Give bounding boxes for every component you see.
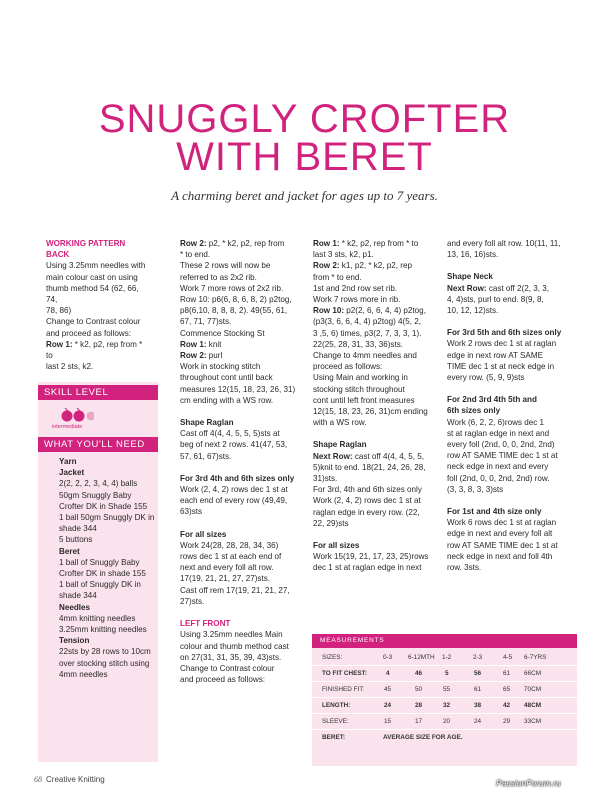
text-line: main colour cast on using (46, 272, 138, 282)
text-line: Cast off rem 17(19, 21, 21, 27, (180, 585, 290, 595)
yarn-balls-icon (60, 406, 94, 422)
cell: 2-3 (473, 654, 483, 661)
text-line: 67, 71, 77)sts. (180, 317, 232, 327)
text-line: row AT SAME TIME dec 1 st at (447, 451, 558, 461)
text-line: 1st and 2nd row set rib. (313, 283, 398, 293)
shape-neck-heading: Shape Neck (447, 272, 493, 282)
text-line: Work in stocking stitch (180, 362, 261, 372)
text-line: every row. (5, 9, 9)sts (447, 373, 525, 383)
title-line-1: SNUGGLY CROFTER (98, 97, 511, 141)
text-line: 1 ball of Snuggly Baby (59, 557, 140, 567)
measurements-row-sizes (320, 651, 575, 664)
divider (312, 713, 577, 714)
row-label: BERET: (322, 734, 346, 741)
text-line: 3.25mm knitting needles (59, 625, 147, 635)
cell: 50 (415, 686, 423, 693)
row-text: knit (206, 339, 222, 349)
text-line: Crofter DK in shade 155 (59, 569, 146, 579)
skill-level-label: intermediate (52, 424, 83, 430)
text-line: 31)sts. (313, 474, 338, 484)
all-sizes-heading: For all sizes (313, 541, 360, 551)
text-line: 27)sts. (180, 596, 205, 606)
jacket-label: Jacket (59, 468, 85, 478)
yarn-label: Yarn (59, 457, 77, 466)
row-text: purl (206, 351, 223, 361)
cell: 17 (415, 718, 423, 725)
cell: 1-2 (442, 654, 452, 661)
text-line: Cast off 4(4, 4, 5, 5, 5)sts at (180, 429, 280, 439)
text-line: Work (6, 2, 2, 6)rows dec 1 (447, 417, 545, 427)
cell: 70CM (524, 686, 542, 693)
row-label: TO FIT CHEST: (322, 670, 367, 677)
cell: 45 (384, 686, 392, 693)
text-line: last 3 sts, k2, p1. (313, 250, 374, 260)
text-line: Crofter DK in Shade 155 (59, 501, 148, 511)
text-line: and proceed as follows: (180, 675, 266, 685)
row-label: Row 2: (180, 239, 207, 248)
text-line: 78, 86) (46, 306, 72, 316)
row-10-instruction (313, 305, 437, 316)
measurements-row-length (320, 699, 575, 712)
what-you-need-heading: WHAT YOU'LL NEED (38, 437, 158, 452)
text-line: * to end. (180, 250, 211, 260)
text-line: TIME dec 1 st at neck edge in (447, 361, 555, 371)
text-line: from * to end. (313, 272, 362, 282)
text-line: 57, 61, 67)sts. (180, 451, 232, 461)
text-line: and every foll alt row. 10(11, 11, (447, 239, 561, 248)
text-line: 22, 29)sts (313, 518, 349, 528)
text-line: edge in next and every foll alt (447, 529, 553, 539)
row-text: k1, p2, * k2, p2, rep (339, 261, 412, 271)
subtitle: A charming beret and jacket for ages up to 7 years. (171, 188, 438, 203)
cell: 29 (503, 718, 511, 725)
tension-label: Tension (59, 636, 90, 646)
cell: 55 (443, 686, 451, 693)
text-line: Work 2 rows dec 1 st at raglan (447, 339, 557, 349)
text-line: row AT SAME TIME dec 1 st at (447, 540, 558, 550)
text-line: (p3(3, 6, 6, 4, 4) p2tog) 4(5, 2, (313, 317, 421, 327)
text-line: rows dec 1 st at each end of (180, 552, 282, 562)
cell: 65 (503, 686, 511, 693)
text-line: Work (2, 4, 2) rows dec 1 st at (180, 485, 288, 495)
row-1-knit (180, 339, 304, 350)
text-line: 63)sts (180, 507, 203, 517)
skill-level-heading: SKILL LEVEL (38, 385, 158, 400)
row-label: LENGTH: (322, 702, 351, 709)
column-3 (313, 238, 437, 574)
cell: 6-7YRS (524, 654, 547, 661)
cell: 20 (443, 718, 451, 725)
column-4 (447, 238, 575, 573)
text-line: shade 344 (59, 591, 97, 601)
text-line: Work 7 more rows of 2x2 rib. (180, 283, 284, 293)
cell: AVERAGE SIZE FOR AGE. (383, 734, 463, 741)
text-line: 4, 4)sts, purl to end. 8(9, 8, (447, 294, 544, 304)
cell: 5 (445, 670, 449, 677)
text-line: neck edge in next and every (447, 462, 549, 472)
text-line: every foll (2nd, 0, 0, 2nd, 2nd) (447, 440, 555, 450)
cell: 0-3 (383, 654, 393, 661)
needles-label: Needles (59, 602, 91, 612)
cell: 48CM (524, 702, 542, 709)
materials-list (59, 456, 159, 680)
text-line: raglan edge in every row. (22, (313, 507, 420, 517)
row-label: Row 1: (180, 339, 207, 349)
heading-working-pattern: WORKING PATTERN (46, 239, 126, 248)
text-line: shade 344 (59, 524, 97, 534)
text-line: cm ending with a WS row. (180, 395, 274, 405)
text-line: referred to as 2x2 rib. (180, 272, 257, 282)
row-text: cast off 4(4, 4, 5, 5, (352, 451, 424, 461)
watermark: PassionForum.ru (496, 778, 561, 788)
divider (312, 729, 577, 730)
text-line: Work 24(28, 28, 28, 34, 36) (180, 540, 279, 550)
text-line: row. 3sts. (447, 563, 482, 573)
text-line: Work 15(19, 21, 17, 23, 25)rows (313, 552, 429, 562)
title-line-2: WITH BERET (176, 135, 433, 179)
text-line: 3 ,5, 6) times, p3(2, 7, 3, 3, 1). (313, 328, 422, 338)
text-line: measures 12(15, 18, 23, 26, 31) (180, 384, 296, 394)
cell: 24 (474, 718, 482, 725)
cell: 61 (503, 670, 511, 677)
text-line: 4mm needles (59, 669, 108, 679)
divider (312, 681, 577, 682)
text-line: throughout cont until back (180, 373, 273, 383)
row-label: Next Row: (313, 451, 353, 461)
row-text: * k2, p2, rep from * to (339, 239, 419, 248)
text-line: For 3rd, 4th and 6th sizes only (313, 485, 422, 495)
cell: 6-12MTH (408, 654, 435, 661)
text-line: colour and thumb method cast (180, 641, 289, 651)
row-2-purl (180, 350, 304, 361)
text-line: Work (2, 4, 2) rows dec 1 st at (313, 496, 421, 506)
text-line: proceed as follows: (313, 362, 383, 372)
column-2 (180, 238, 304, 685)
text-line: on 27(31, 31, 35, 39, 43)sts. (180, 652, 282, 662)
text-line: Using 3.25mm needles Main (180, 630, 283, 640)
page-footer (34, 775, 105, 784)
shape-raglan-heading: Shape Raglan (180, 418, 234, 428)
row-text: p2(2, 6, 6, 4, 4) p2tog, (344, 306, 426, 316)
left-front-heading: LEFT FRONT (180, 619, 231, 629)
cell: 4 (386, 670, 390, 677)
cell: 32 (443, 702, 451, 709)
text-line: last 2 sts, k2. (46, 362, 94, 372)
text-line: 10, 12, 12)sts. (447, 306, 499, 316)
text-line: 50gm Snuggly Baby (59, 490, 132, 500)
row-label: Row 1: (313, 239, 340, 248)
text-line: Using 3.25mm needles with (46, 261, 146, 271)
sizes-heading: For 3rd 5th and 6th sizes only (447, 328, 562, 338)
row-label: FINISHED FIT: (322, 686, 365, 693)
text-line: edge in next row AT SAME (447, 350, 543, 360)
text-line: cont until left front measures (313, 395, 415, 405)
cell: 61 (474, 686, 482, 693)
measurements-row-beret (320, 731, 575, 744)
text-line: Row 10: p6(6, 8, 6, 8, 2) p2tog, (180, 295, 292, 305)
text-line: Work 6 rows dec 1 st at raglan (447, 518, 557, 528)
text-line: and proceed as follows: (46, 328, 132, 338)
row-label: SIZES: (322, 654, 343, 661)
sizes-heading: For 3rd 4th and 6th sizes only (180, 473, 295, 483)
text-line: 12(15, 18, 23, 26, 31)cm ending (313, 407, 428, 417)
text-line: Work 7 rows more in rib. (313, 295, 401, 305)
text-line: 2(2, 2, 2, 3, 4, 4) balls (59, 479, 138, 489)
text-line: thumb method 54 (62, 66, 74, (46, 283, 139, 305)
text-line: Change to Contrast colour (46, 317, 141, 327)
row-label: Row 2: (313, 261, 340, 271)
text-line: foll (2nd, 0, 0, 2nd, 2nd) row. (447, 473, 550, 483)
text-line: each end of every row (49,49, (180, 496, 288, 506)
cell: 66CM (524, 670, 542, 677)
cell: 46 (415, 670, 423, 677)
text-line: 5)knit to end. 18(21, 24, 26, 28, (313, 462, 426, 472)
row-1-instruction (313, 238, 437, 249)
cell: 24 (384, 702, 392, 709)
text-line: beg of next 2 rows. 41(47, 53, (180, 440, 288, 450)
text-line: p8(6,10, 8, 8, 8, 2). 49(55, 61, (180, 306, 288, 316)
measurements-row-chest (320, 667, 575, 680)
cell: 56 (474, 670, 482, 677)
row-text: cast off 2(2, 3, 3, (486, 283, 549, 293)
text-line: Using Main and working in (313, 373, 408, 383)
text-line: Change to 4mm needles and (313, 351, 417, 361)
text-line: 22(25, 28, 31, 33, 36)sts. (313, 339, 403, 349)
text-line: 1 ball 50gm Snuggly DK in (59, 513, 155, 523)
cell: 15 (384, 718, 392, 725)
text-line: 17(19, 21, 21, 27, 27)sts. (180, 574, 270, 584)
text-line: 5 buttons (59, 535, 93, 545)
next-row-instruction (447, 283, 575, 294)
text-line: 13, 16, 16)sts. (447, 250, 499, 260)
text-line: 4mm knitting needles (59, 613, 136, 623)
row-label: Row 2: (180, 351, 207, 361)
cell: 38 (474, 702, 482, 709)
row-2-instruction (313, 260, 437, 271)
row-2-instruction (180, 238, 304, 249)
row-label: Row 1: (46, 339, 73, 349)
text-line: neck edge in next and foll 4th (447, 551, 553, 561)
text-line: Commence Stocking St (180, 328, 265, 338)
text-line: These 2 rows will now be (180, 261, 271, 271)
text-line: (3, 3, 8, 3, 3)sts (447, 484, 504, 494)
beret-label: Beret (59, 546, 80, 556)
text-line: next and every foll alt row. (180, 563, 274, 573)
text-line: st at raglan edge in next and (447, 428, 550, 438)
sizes-heading: For 2nd 3rd 4th 5th and (447, 395, 537, 405)
cell: 33CM (524, 718, 542, 725)
measurements-row-finished-fit (320, 683, 575, 696)
measurements-heading: MEASUREMENTS (312, 634, 577, 648)
cell: 28 (415, 702, 423, 709)
all-sizes-heading: For all sizes (180, 529, 227, 539)
cell: 42 (503, 702, 511, 709)
sizes-heading: 6th sizes only (447, 406, 501, 416)
text-line: dec 1 st at raglan edge in next (313, 563, 422, 573)
text-line: 22sts by 28 rows to 10cm (59, 647, 151, 657)
column-1 (46, 238, 146, 372)
row-text: p2, * k2, p2, rep from (206, 239, 285, 248)
divider (312, 697, 577, 698)
measurements-row-sleeve (320, 715, 575, 728)
cell: 4-5 (503, 654, 513, 661)
text-line: over stocking stitch using (59, 658, 150, 668)
text-line: with a WS row. (313, 418, 367, 428)
row-1-instruction (46, 339, 146, 361)
text-line: 1 ball of Snuggly DK in (59, 580, 141, 590)
page-number: 68 (34, 775, 42, 784)
text-line: stocking stitch throughout (313, 384, 405, 394)
heading-back: BACK (46, 250, 70, 260)
row-label: SLEEVE: (322, 718, 349, 725)
shape-raglan-heading: Shape Raglan (313, 440, 367, 450)
sizes-heading: For 1st and 4th size only (447, 507, 542, 517)
divider (312, 665, 577, 666)
magazine-name: Creative Knitting (46, 775, 105, 784)
next-row-instruction (313, 451, 437, 462)
text-line: Change to Contrast colour (180, 663, 275, 673)
row-label: Next Row: (447, 283, 487, 293)
row-label: Row 10: (313, 306, 345, 316)
row-text: * k2, p2, rep from * to (46, 339, 143, 361)
